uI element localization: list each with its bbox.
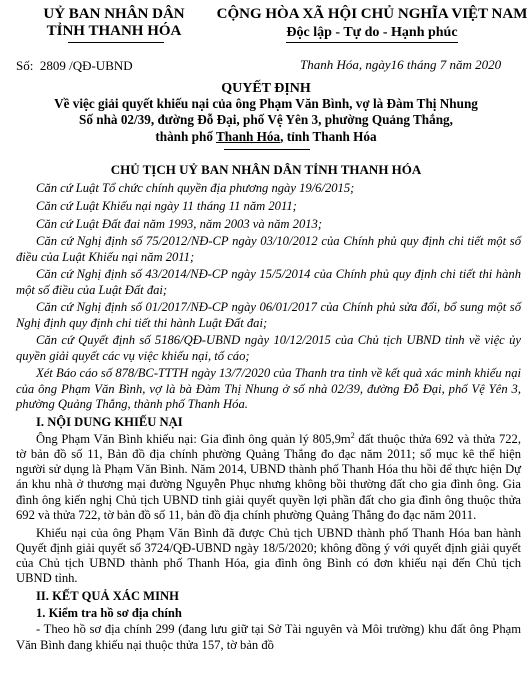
section-1-paragraph-1	[16, 432, 521, 523]
nation-name: CỘNG HÒA XÃ HỘI CHỦ NGHĨA VIỆT NAM	[216, 6, 528, 22]
section-2-paragraph-1: - Theo hồ sơ địa chính 299 (đang lưu giữ tại Sở Tài nguyên và Môi trường) khu đất ông Phạm Văn Bình đang khiếu nại thuộc thửa 157, tờ bản đồ	[16, 622, 521, 652]
date-day: 16	[390, 57, 404, 72]
subject-line-1: Về việc giải quyết khiếu nại của ông Phạm Văn Bình, vợ là Đàm Thị Nhung	[54, 96, 478, 111]
issuer-title: CHỦ TỊCH UỶ BAN NHÂN DÂN TỈNH THANH HÓA	[110, 162, 422, 177]
subject-line-3-city: Thanh Hóa	[215, 128, 281, 144]
doc-number-prefix: Số:	[16, 58, 34, 73]
legal-basis-7: Căn cứ Quyết định số 5186/QĐ-UBND ngày 10/12/2015 của Chủ tịch UBND tỉnh về việc ủy quyền giải quyết các vụ việc khiếu nại, tố cáo;	[16, 333, 521, 363]
doc-number: 2809	[39, 58, 66, 73]
s1p1-text-a: Ông Phạm Văn Bình khiếu nại: Gia đình ông quản lý 805,9m	[36, 431, 351, 446]
national-header	[216, 6, 528, 43]
legal-basis-6: Căn cứ Nghị định số 01/2017/NĐ-CP ngày 06/01/2017 của Chính phủ sửa đổi, bổ sung một số Nghị định quy định chi tiết thi hành Luật Đất đai;	[16, 300, 521, 330]
issue-date	[300, 57, 501, 73]
legal-basis-5: Căn cứ Nghị định số 43/2014/NĐ-CP ngày 15/5/2014 của Chính phủ quy định chi tiết thi hành một số điều của Luật Đất đai;	[16, 267, 521, 297]
subject-line-3	[30, 129, 502, 145]
document-subject	[30, 96, 502, 145]
org-line-2: TỈNH THANH HÓA	[46, 23, 182, 39]
subject-rule	[224, 149, 310, 150]
date-prefix: Thanh Hóa, ngày	[300, 57, 391, 72]
report-consideration: Xét Báo cáo số 878/BC-TTTH ngày 13/7/2020 của Thanh tra tỉnh về kết quả xác minh khiếu nại của ông Phạm Văn Bình, vợ là bà Đàm Thị Nhung ở số nhà 02/39, đường Đỗ Đại, phố Vệ Yên 3, phường Quảng Thắng, thành phố Thanh Hóa.	[16, 366, 521, 411]
subject-line-2: Số nhà 02/39, đường Đỗ Đại, phố Vệ Yên 3, phường Quảng Thắng,	[79, 112, 453, 128]
org-line-1: UỶ BAN NHÂN DÂN	[43, 6, 185, 22]
date-month: 7	[439, 57, 447, 72]
subject-line-3-post: , tỉnh Thanh Hóa	[280, 128, 377, 144]
date-year-word: năm	[449, 57, 472, 72]
s1p1-text-b: đất thuộc thửa 692 và thửa 722, tờ bản đồ số 11, Bản đồ địa chính phường Quảng Thắng đo đạc năm 2011; sổ mục kê thể hiện người sử dụng là Phạm Văn Bình. Năm 2014, UBND thành phố Thanh Hóa thu hồi để thực hiện Dự án khu nhà ở thương mại đường Nguyễn Phục nhưng không bồi thường đất cho gia đình ông. Gia đình ông kiến nghị Chủ tịch UBND tỉnh giải quyết quyền lợi phần đất cho gia đình ông thuộc thửa 692 và thửa 722, tờ bản đồ số 11, bản đồ địa chính phường Quảng Thắng đo đạc năm 2011.	[16, 431, 521, 522]
document-title: QUYẾT ĐỊNH	[221, 81, 311, 96]
motto: Độc lập - Tự do - Hạnh phúc	[286, 24, 457, 43]
legal-basis-3: Căn cứ Luật Đất đai năm 1993, năm 2003 và năm 2013;	[36, 216, 323, 231]
section-1-heading: I. NỘI DUNG KHIẾU NẠI	[36, 414, 183, 429]
document-body	[16, 181, 521, 655]
legal-basis-2: Căn cứ Luật Khiếu nại ngày 11 tháng 11 năm 2011;	[36, 198, 297, 213]
document-number	[16, 58, 133, 74]
doc-number-suffix: /QĐ-UBND	[69, 58, 133, 73]
s1p1-superscript: 2	[350, 430, 355, 440]
section-2-heading: II. KẾT QUẢ XÁC MINH	[36, 589, 179, 604]
legal-basis-1: Căn cứ Luật Tổ chức chính quyền địa phương ngày 19/6/2015;	[36, 181, 355, 195]
subject-line-3-pre: thành phố	[155, 128, 216, 144]
header-left-rule	[68, 42, 164, 43]
section-1-paragraph-2: Khiếu nại của ông Phạm Văn Bình đã được Chủ tịch UBND thành phố Thanh Hóa ban hành Quyết định giải quyết số 3724/QĐ-UBND ngày 18/5/2020; không đồng ý với quyết định giải quyết của Chủ tịch UBND thành phố Thanh Hóa, gia đình ông Bình có đơn khiếu nại đến Chủ tịch UBND tỉnh.	[16, 525, 521, 586]
date-year: 2020	[475, 57, 502, 72]
section-2-subheading-1: 1. Kiểm tra hồ sơ địa chính	[36, 606, 182, 621]
issuing-authority	[14, 6, 214, 40]
legal-basis-4: Căn cứ Nghị định số 75/2012/NĐ-CP ngày 03/10/2012 của Chính phủ quy định chi tiết một số điều của Luật Khiếu nại năm 2011;	[16, 234, 521, 264]
date-month-word: tháng	[406, 57, 437, 72]
